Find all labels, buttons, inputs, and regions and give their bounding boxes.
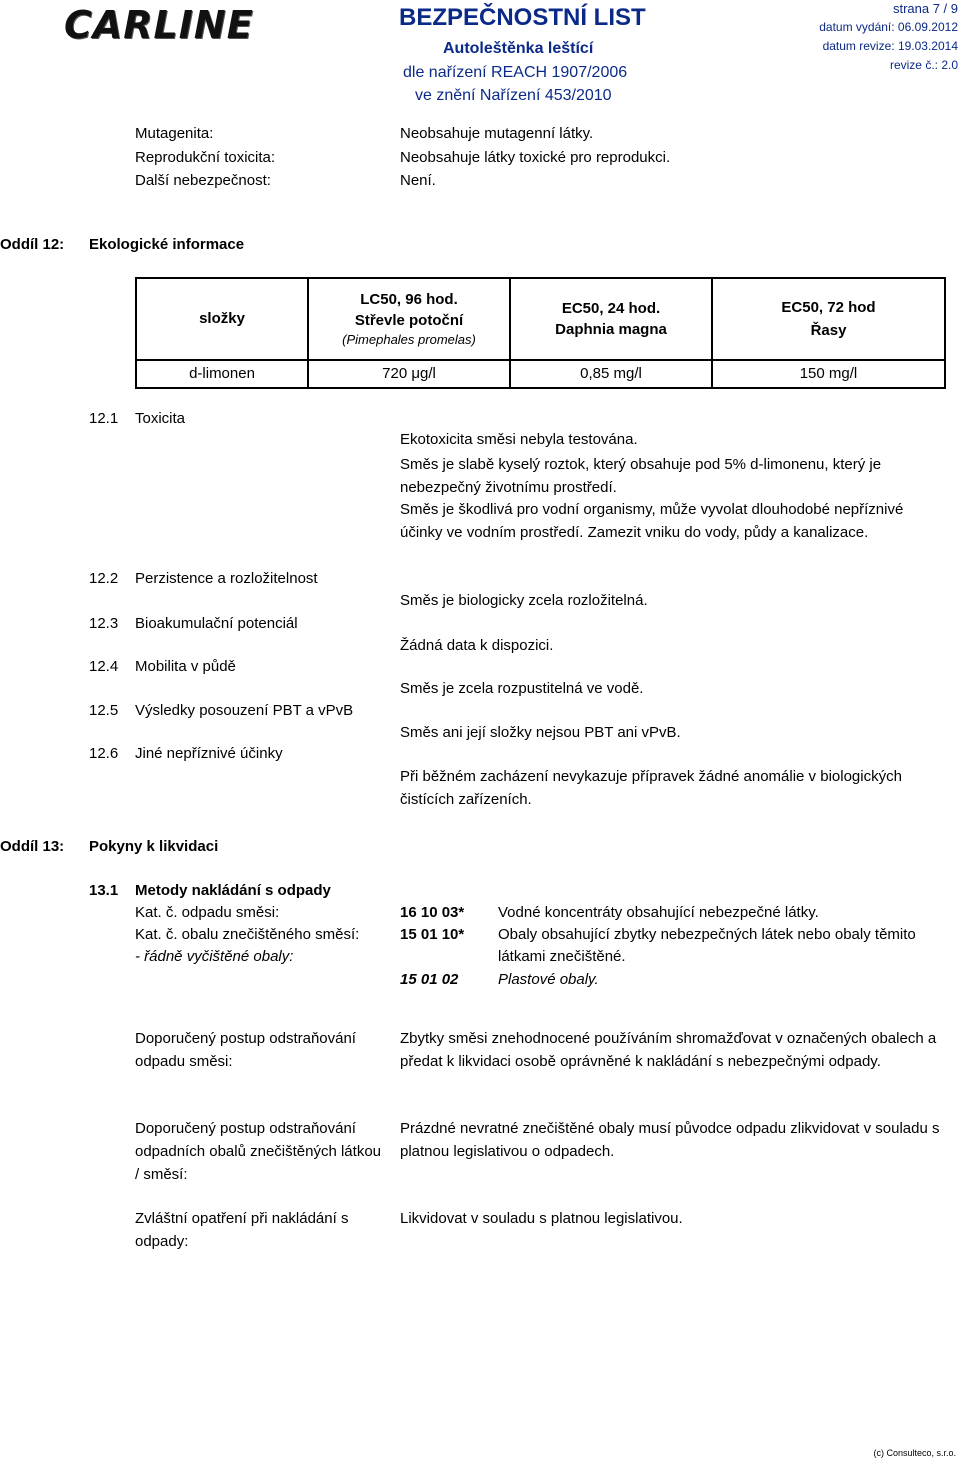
waste-code-label-cleaned: - řádně vyčištěné obaly: — [135, 948, 294, 965]
s121-text-1: Ekotoxicita směsi nebyla testována. — [400, 431, 638, 448]
rec-2-label: Doporučený postup odstraňování odpadních obalů znečištěných látkou / směsí: — [135, 1120, 382, 1183]
s125-number: 12.5 — [89, 702, 119, 719]
s126-number: 12.6 — [89, 745, 119, 762]
other-hazard-label: Další nebezpečnost: — [135, 172, 271, 189]
section-12-number: Oddíl 12: — [0, 236, 65, 253]
s124-value: Směs je zcela rozpustitelná ve vodě. — [400, 680, 644, 697]
revision-date: datum revize: 19.03.2014 — [822, 39, 958, 53]
s123-label: Bioakumulační potenciál — [135, 615, 298, 632]
reproductive-toxicity-label: Reprodukční toxicita: — [135, 149, 276, 166]
waste-code-3: 15 01 02 — [400, 971, 459, 988]
waste-code-2: 15 01 10* — [400, 926, 465, 943]
s123-value: Žádná data k dispozici. — [400, 637, 554, 654]
waste-desc-3: Plastové obaly. — [498, 971, 599, 988]
s121-label: Toxicita — [135, 410, 186, 427]
issue-date: datum vydání: 06.09.2012 — [819, 20, 958, 34]
s126-value: Při běžném zacházení nevykazuje přípravek žádné anomálie v biologických čistících zařízeních. — [400, 768, 902, 808]
waste-code-1: 16 10 03* — [400, 904, 465, 921]
rec-3-text: Likvidovat v souladu s platnou legislativou. — [400, 1210, 683, 1227]
other-hazard-value: Není. — [400, 172, 436, 189]
s131-label: Metody nakládání s odpady — [135, 882, 331, 899]
waste-code-label-packaging: Kat. č. obalu znečištěného směsí: — [135, 926, 360, 943]
row-component-name: d-limonen — [136, 360, 308, 388]
row-ec50-daphnia-value: 0,85 mg/l — [510, 360, 712, 388]
table-row — [136, 360, 945, 388]
waste-desc-2-line-2: látkami znečištěné. — [498, 948, 626, 965]
waste-desc-2-line-1: Obaly obsahující zbytky nebezpečných látek nebo obaly těmito — [498, 926, 916, 943]
section-13-title: Pokyny k likvidaci — [89, 838, 219, 855]
row-ec50-algae-value: 150 mg/l — [712, 360, 945, 388]
document-title: BEZPEČNOSTNÍ LIST — [399, 4, 646, 31]
s131-number: 13.1 — [89, 882, 119, 899]
s121-number: 12.1 — [89, 410, 119, 427]
s121-text-2: Směs je slabě kyselý roztok, který obsahuje pod 5% d-limonenu, který je nebezpečný životnímu prostředí. — [400, 456, 882, 496]
s126-label: Jiné nepříznivé účinky — [135, 745, 283, 762]
row-lc50-value: 720 μg/l — [308, 360, 510, 388]
section-13-number: Oddíl 13: — [0, 838, 65, 855]
rec-2-text: Prázdné nevratné znečištěné obaly musí původce odpadu zlikvidovat v souladu s platnou legislativou o odpadech. — [400, 1120, 940, 1160]
s121-text-3: Směs je škodlivá pro vodní organismy, může vyvolat dlouhodobé nepříznivé účinky ve vodním prostředí. Zamezit vniku do vody, půdy a kanalizace. — [400, 501, 904, 541]
regulation-line-1: dle nařízení REACH 1907/2006 — [403, 64, 628, 81]
mutagenicity-value: Neobsahuje mutagenní látky. — [400, 125, 594, 142]
page-number: strana 7 / 9 — [892, 1, 958, 16]
waste-desc-1: Vodné koncentráty obsahující nebezpečné látky. — [498, 904, 819, 921]
rec-1-text: Zbytky směsi znehodnocené používáním shromažďovat v označených obalech a předat k likvidaci osobě oprávněné k nakládání s nebezpečnými odpady. — [400, 1030, 937, 1070]
rec-1-label: Doporučený postup odstraňování odpadu směsi: — [135, 1030, 356, 1070]
s124-label: Mobilita v půdě — [135, 658, 236, 675]
s122-value: Směs je biologicky zcela rozložitelná. — [400, 592, 648, 609]
reproductive-toxicity-value: Neobsahuje látky toxické pro reprodukci. — [400, 149, 671, 166]
s122-label: Perzistence a rozložitelnost — [135, 570, 318, 587]
product-name: Autoleštěnka leštící — [443, 40, 594, 57]
col-lc50-fish: LC50, 96 hod. Střevle potoční (Pimephales promelas) — [308, 278, 510, 360]
carline-logo: CARLINE — [64, 3, 254, 47]
revision-number: revize č.: 2.0 — [889, 58, 958, 72]
col-ec50-algae: EC50, 72 hod Řasy — [712, 278, 945, 360]
ecotoxicity-table — [135, 277, 946, 389]
col-components: složky — [136, 278, 308, 360]
s122-number: 12.2 — [89, 570, 119, 587]
rec-3-label: Zvláštní opatření při nakládání s odpady: — [135, 1210, 349, 1250]
s125-value: Směs ani její složky nejsou PBT ani vPvB. — [400, 724, 681, 741]
s124-number: 12.4 — [89, 658, 119, 675]
regulation-line-2: ve znění Nařízení 453/2010 — [415, 87, 612, 104]
s123-number: 12.3 — [89, 615, 119, 632]
s125-label: Výsledky posouzení PBT a vPvB — [135, 702, 354, 719]
footer-copyright: (c) Consulteco, s.r.o. — [873, 1448, 956, 1458]
col-ec50-daphnia: EC50, 24 hod. Daphnia magna — [510, 278, 712, 360]
mutagenicity-label: Mutagenita: — [135, 125, 214, 142]
waste-code-label-mixture: Kat. č. odpadu směsi: — [135, 904, 280, 921]
section-12-title: Ekologické informace — [89, 236, 245, 253]
